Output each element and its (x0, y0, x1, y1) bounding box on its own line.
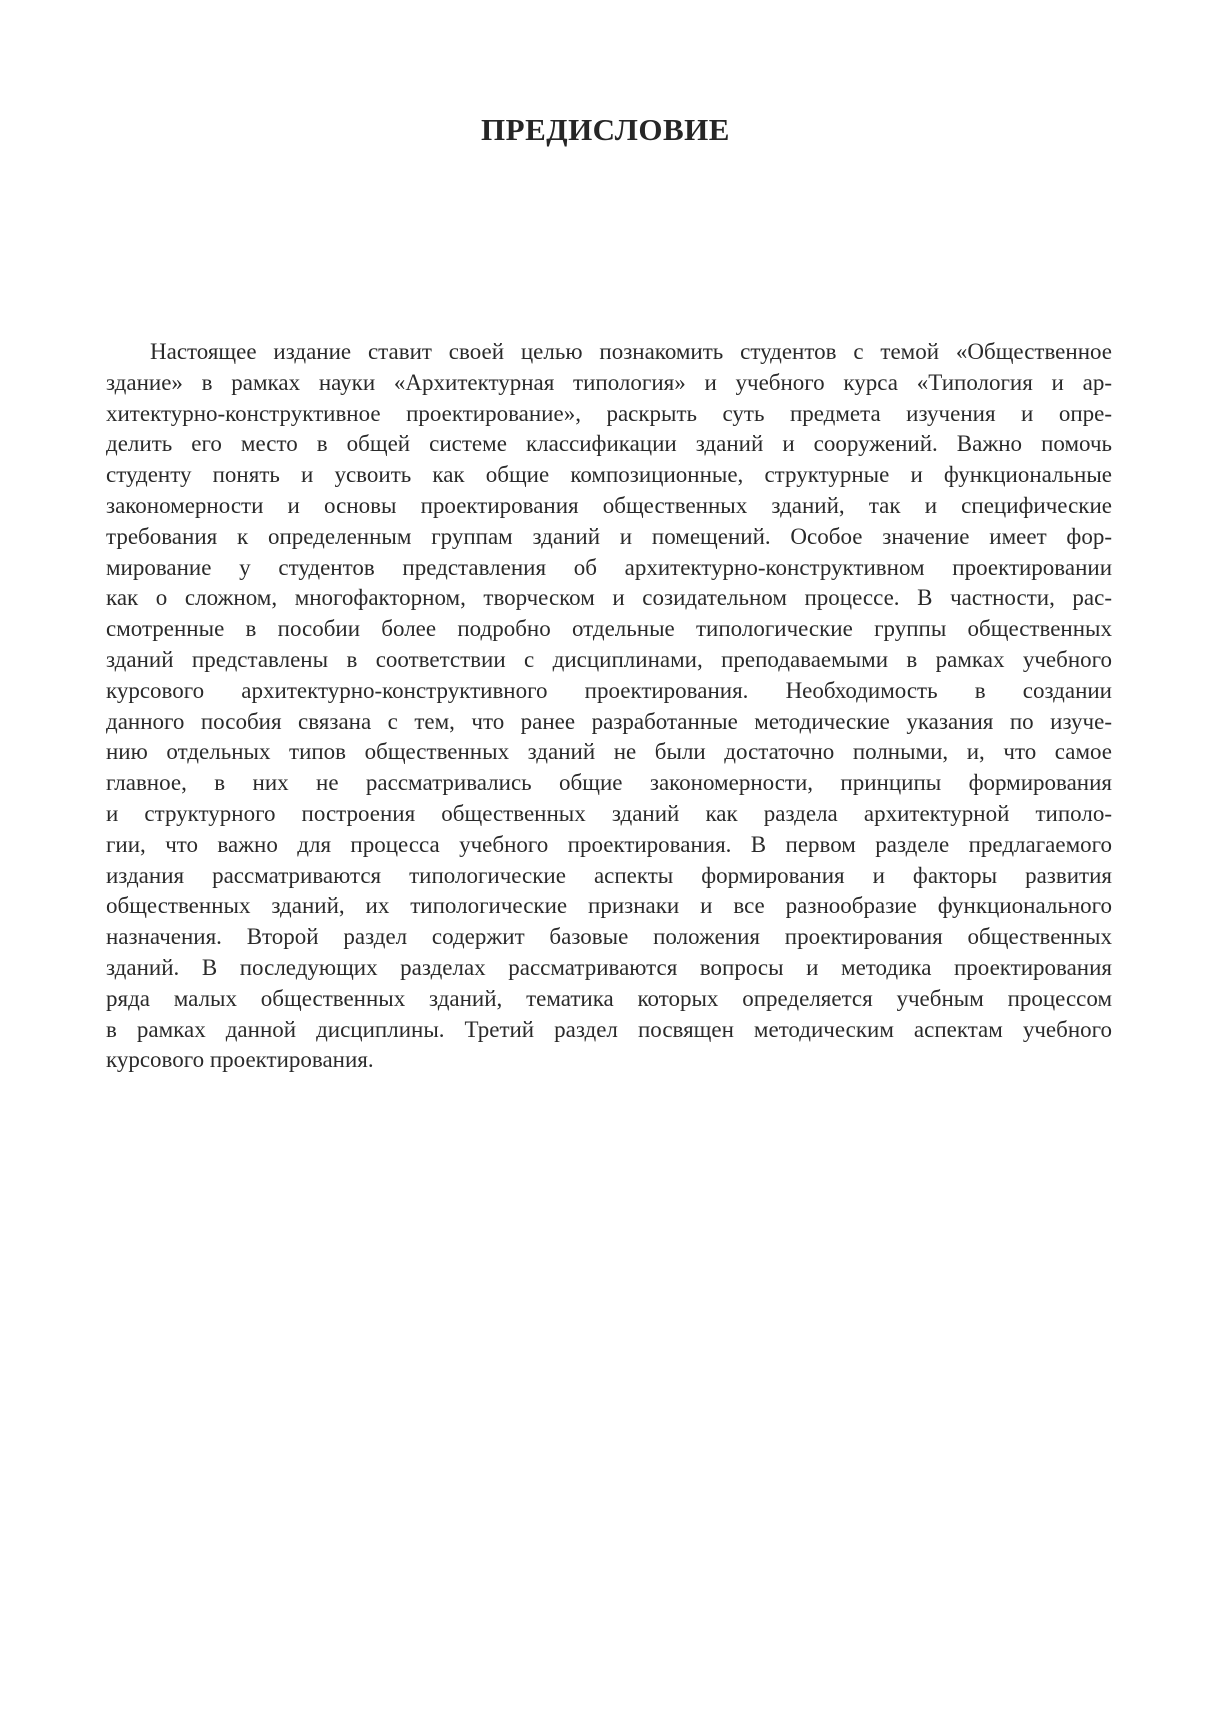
paragraph-line: в рамках данной дисциплины. Третий раздел посвящен методическим аспектам учебного (106, 1016, 1112, 1042)
page-title: ПРЕДИСЛОВИЕ (481, 112, 730, 147)
paragraph-line: смотренные в пособии более подробно отдельные типологические группы общественных (106, 616, 1112, 642)
paragraph-line: нию отдельных типов общественных зданий не были достаточно полными, и, что самое (106, 739, 1112, 765)
paragraph-line: общественных зданий, их типологические признаки и все разнообразие функционального (106, 893, 1112, 919)
paragraph-line: как о сложном, многофакторном, творческом и созидательном процессе. В частности, рас- (106, 585, 1112, 611)
paragraph-line: зданий. В последующих разделах рассматриваются вопросы и методика проектирования (106, 954, 1112, 980)
paragraph-line: курсового архитектурно-конструктивного проектирования. Необходимость в создании (106, 677, 1112, 703)
paragraph-line: зданий представлены в соответствии с дисциплинами, преподаваемыми в рамках учебного (106, 646, 1112, 672)
paragraph-line: Настоящее издание ставит своей целью познакомить студентов с темой «Общественное (150, 339, 1112, 364)
paragraph-line: назначения. Второй раздел содержит базовые положения проектирования общественных (106, 924, 1112, 950)
preface-paragraph (106, 337, 1112, 1076)
paragraph-line: требования к определенным группам зданий и помещений. Особое значение имеет фор- (106, 523, 1112, 549)
paragraph-line: закономерности и основы проектирования общественных зданий, так и специфические (106, 492, 1112, 518)
paragraph-line: ряда малых общественных зданий, тематика которых определяется учебным процессом (106, 985, 1112, 1011)
paragraph-line: курсового проектирования. (106, 1047, 374, 1073)
paragraph-line: главное, в них не рассматривались общие закономерности, принципы формирования (106, 770, 1112, 796)
paragraph-line: хитектурно-конструктивное проектирование», раскрыть суть предмета изучения и опре- (106, 400, 1112, 426)
paragraph-line: здание» в рамках науки «Архитектурная типология» и учебного курса «Типология и ар- (106, 369, 1112, 395)
paragraph-line: и структурного построения общественных зданий как раздела архитектурной типоло- (106, 800, 1112, 826)
paragraph-line: делить его место в общей системе классификации зданий и сооружений. Важно помочь (106, 431, 1112, 457)
paragraph-line: гии, что важно для процесса учебного проектирования. В первом разделе предлагаемого (106, 831, 1112, 857)
paragraph-line: мирование у студентов представления об архитектурно-конструктивном проектировании (106, 554, 1112, 580)
paragraph-line: данного пособия связана с тем, что ранее разработанные методические указания по изуче- (106, 708, 1112, 734)
paragraph-line: издания рассматриваются типологические аспекты формирования и факторы развития (106, 862, 1112, 888)
paragraph-line: студенту понять и усвоить как общие композиционные, структурные и функциональные (106, 462, 1112, 488)
